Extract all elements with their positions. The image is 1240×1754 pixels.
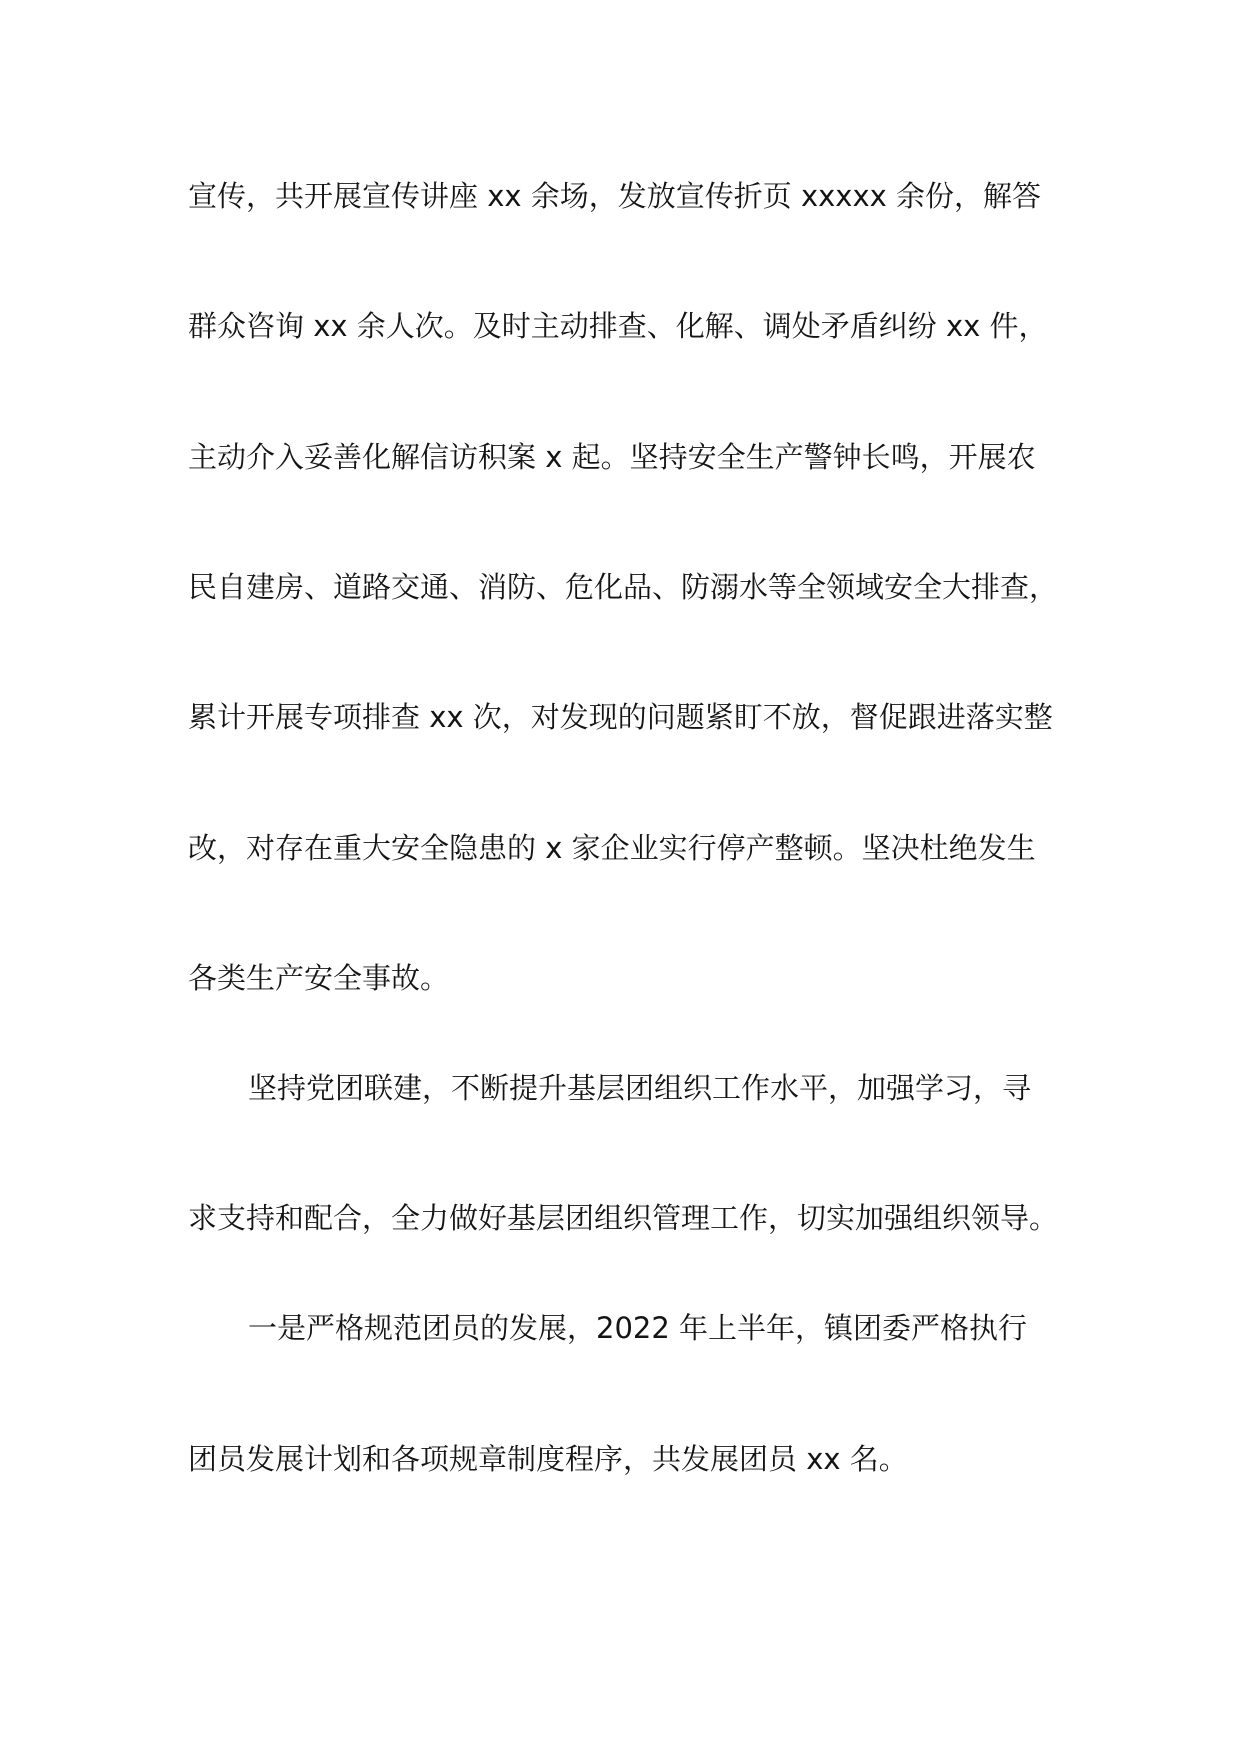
text-line-7: 各类生产安全事故。 [188,961,450,995]
text-line-10: 一是严格规范团员的发展，2022 年上半年，镇团委严格执行 [248,1311,1028,1345]
text-line-1: 宣传，共开展宣传讲座 xx 余场，发放宣传折页 xxxxx 余份，解答 [188,179,1042,213]
text-line-9: 求支持和配合，全力做好基层团组织管理工作，切实加强组织领导。 [188,1201,1059,1235]
text-line-8: 坚持党团联建，不断提升基层团组织工作水平，加强学习，寻 [248,1071,1032,1105]
text-line-5: 累计开展专项排查 xx 次，对发现的问题紧盯不放，督促跟进落实整 [188,700,1053,734]
text-line-3: 主动介入妥善化解信访积案 x 起。坚持安全生产警钟长鸣，开展农 [188,440,1036,474]
text-line-4: 民自建房、道路交通、消防、危化品、防溺水等全领域安全大排查， [188,570,1059,604]
text-line-11: 团员发展计划和各项规章制度程序，共发展团员 xx 名。 [188,1442,908,1476]
text-line-2: 群众咨询 xx 余人次。及时主动排查、化解、调处矛盾纠纷 xx 件， [188,309,1048,343]
text-line-6: 改，对存在重大安全隐患的 x 家企业实行停产整顿。坚决杜绝发生 [188,831,1036,865]
